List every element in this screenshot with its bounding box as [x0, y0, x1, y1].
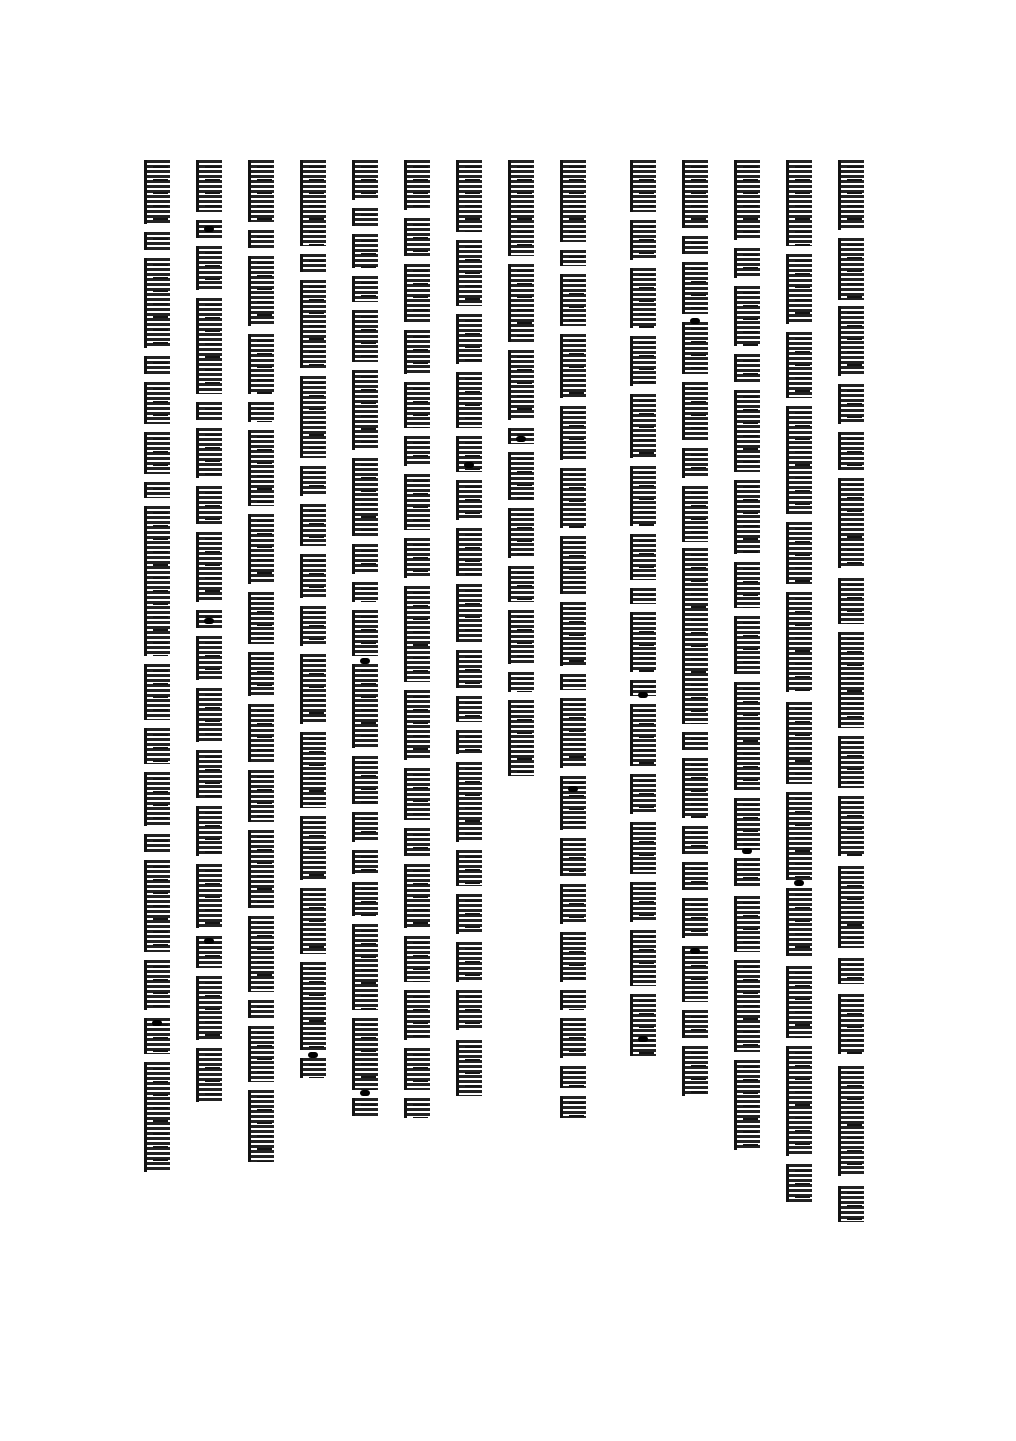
glyph-run [248, 916, 274, 992]
text-column [630, 0, 656, 1441]
glyph-run [248, 334, 274, 394]
glyph-run [456, 372, 482, 428]
glyph-run [248, 1026, 274, 1082]
glyph-run [352, 1018, 378, 1090]
glyph-run [786, 254, 812, 324]
glyph-run [630, 882, 656, 922]
glyph-run [404, 1098, 430, 1118]
glyph-run [196, 688, 222, 742]
glyph-run [838, 160, 864, 230]
glyph-run [196, 298, 222, 394]
glyph-run [630, 994, 656, 1056]
glyph-run [456, 894, 482, 934]
glyph-run [352, 850, 378, 874]
glyph-run [300, 816, 326, 880]
glyph-run [144, 432, 170, 474]
punctuation-mark [204, 938, 214, 944]
glyph-run [560, 536, 586, 594]
glyph-run [144, 664, 170, 720]
glyph-run [144, 960, 170, 1010]
glyph-run [404, 586, 430, 682]
glyph-run [560, 776, 586, 830]
punctuation-mark [690, 318, 700, 324]
glyph-run [734, 858, 760, 886]
glyph-run [682, 448, 708, 478]
glyph-run [300, 606, 326, 646]
glyph-run [300, 962, 326, 1050]
glyph-run [248, 402, 274, 422]
glyph-run [682, 732, 708, 750]
glyph-run [300, 1058, 326, 1078]
glyph-run [630, 612, 656, 672]
glyph-run [734, 480, 760, 554]
glyph-run [682, 946, 708, 1002]
text-column [786, 0, 812, 1441]
glyph-run [456, 990, 482, 1030]
glyph-run [196, 636, 222, 680]
glyph-run [560, 160, 586, 242]
glyph-run [300, 466, 326, 496]
glyph-run [682, 1046, 708, 1096]
glyph-run [682, 160, 708, 228]
glyph-run [838, 238, 864, 300]
glyph-run [508, 610, 534, 664]
punctuation-mark [152, 1020, 162, 1026]
glyph-run [300, 376, 326, 458]
glyph-run [786, 1164, 812, 1202]
glyph-run [404, 768, 430, 820]
glyph-run [786, 1046, 812, 1156]
text-column [508, 0, 534, 1441]
glyph-run [630, 534, 656, 580]
glyph-run [682, 486, 708, 542]
glyph-run [734, 562, 760, 608]
glyph-run [630, 588, 656, 604]
glyph-run [456, 240, 482, 306]
glyph-run [560, 1066, 586, 1088]
punctuation-mark [204, 618, 214, 624]
glyph-run [560, 334, 586, 398]
glyph-run [682, 262, 708, 314]
punctuation-mark [742, 848, 752, 854]
glyph-run [144, 356, 170, 374]
glyph-run [630, 930, 656, 986]
glyph-run [786, 406, 812, 514]
glyph-run [734, 960, 760, 1052]
glyph-run [248, 256, 274, 326]
glyph-run [734, 160, 760, 240]
glyph-run [456, 314, 482, 364]
glyph-run [404, 264, 430, 322]
glyph-run [838, 578, 864, 624]
glyph-run [144, 160, 170, 224]
glyph-run [352, 458, 378, 536]
glyph-run [682, 322, 708, 374]
glyph-run [352, 276, 378, 302]
glyph-run [508, 700, 534, 776]
glyph-run [196, 532, 222, 602]
glyph-run [196, 486, 222, 524]
glyph-run [300, 732, 326, 808]
glyph-run [508, 452, 534, 500]
glyph-run [734, 1060, 760, 1150]
glyph-run [300, 504, 326, 546]
glyph-run [248, 652, 274, 696]
glyph-run [560, 884, 586, 924]
glyph-run [560, 250, 586, 266]
glyph-run [734, 390, 760, 472]
glyph-run [560, 602, 586, 666]
glyph-run [248, 230, 274, 248]
glyph-run [300, 888, 326, 954]
glyph-run [456, 696, 482, 722]
glyph-run [248, 830, 274, 908]
glyph-run [352, 924, 378, 1010]
glyph-run [560, 674, 586, 690]
text-column [248, 0, 274, 1441]
glyph-run [560, 274, 586, 326]
glyph-run [838, 384, 864, 424]
glyph-run [196, 864, 222, 928]
glyph-run [404, 1048, 430, 1090]
glyph-run [786, 702, 812, 784]
punctuation-mark [638, 692, 648, 698]
glyph-run [144, 1062, 170, 1172]
glyph-run [630, 822, 656, 874]
glyph-run [248, 1090, 274, 1162]
glyph-run [196, 160, 222, 212]
glyph-run [248, 430, 274, 506]
glyph-run [196, 976, 222, 1040]
glyph-run [734, 896, 760, 952]
glyph-run [838, 1066, 864, 1176]
text-column [838, 0, 864, 1441]
glyph-run [838, 632, 864, 728]
glyph-run [144, 834, 170, 852]
punctuation-mark [308, 1052, 318, 1058]
glyph-run [560, 406, 586, 460]
punctuation-mark [360, 658, 370, 664]
glyph-run [508, 264, 534, 342]
glyph-run [786, 966, 812, 1038]
glyph-run [144, 772, 170, 826]
glyph-run [300, 654, 326, 724]
text-column [196, 0, 222, 1441]
glyph-run [352, 234, 378, 268]
glyph-run [682, 236, 708, 254]
glyph-run [248, 1000, 274, 1018]
glyph-run [682, 898, 708, 938]
text-column [560, 0, 586, 1441]
glyph-run [838, 1186, 864, 1222]
glyph-run [456, 160, 482, 232]
glyph-run [404, 436, 430, 466]
glyph-run [682, 1010, 708, 1038]
glyph-run [560, 698, 586, 768]
glyph-run [144, 258, 170, 348]
glyph-run [352, 610, 378, 656]
glyph-run [404, 474, 430, 530]
glyph-run [352, 582, 378, 602]
punctuation-mark [568, 786, 578, 792]
glyph-run [734, 798, 760, 850]
punctuation-mark [638, 1036, 648, 1042]
glyph-run [404, 160, 430, 210]
glyph-run [196, 806, 222, 856]
glyph-run [734, 682, 760, 790]
glyph-run [248, 592, 274, 644]
glyph-run [560, 932, 586, 982]
text-column [404, 0, 430, 1441]
glyph-run [456, 850, 482, 886]
glyph-run [786, 888, 812, 956]
glyph-run [352, 208, 378, 226]
glyph-run [196, 750, 222, 798]
glyph-run [300, 554, 326, 598]
glyph-run [248, 770, 274, 822]
glyph-run [404, 828, 430, 856]
glyph-run [404, 690, 430, 760]
glyph-run [352, 882, 378, 916]
glyph-run [196, 428, 222, 478]
punctuation-mark [516, 436, 526, 442]
glyph-run [682, 548, 708, 724]
punctuation-mark [360, 1090, 370, 1096]
glyph-run [734, 354, 760, 382]
glyph-run [456, 584, 482, 642]
glyph-run [144, 728, 170, 764]
glyph-run [352, 160, 378, 200]
punctuation-mark [794, 880, 804, 886]
glyph-run [144, 382, 170, 424]
glyph-run [838, 432, 864, 470]
glyph-run [196, 1048, 222, 1102]
glyph-run [404, 218, 430, 256]
glyph-run [630, 336, 656, 386]
glyph-run [352, 544, 378, 574]
glyph-run [352, 756, 378, 804]
glyph-run [352, 1098, 378, 1116]
glyph-run [404, 538, 430, 578]
glyph-run [734, 248, 760, 278]
glyph-run [300, 160, 326, 246]
glyph-run [508, 160, 534, 256]
glyph-run [838, 306, 864, 376]
glyph-run [786, 160, 812, 246]
glyph-run [630, 704, 656, 766]
glyph-run [630, 774, 656, 814]
glyph-run [560, 990, 586, 1010]
glyph-run [682, 826, 708, 854]
glyph-run [508, 350, 534, 420]
text-column [300, 0, 326, 1441]
glyph-run [560, 1018, 586, 1058]
glyph-run [248, 160, 274, 222]
glyph-run [508, 672, 534, 692]
glyph-run [682, 758, 708, 818]
glyph-run [786, 592, 812, 692]
glyph-run [456, 480, 482, 520]
text-column [734, 0, 760, 1441]
glyph-run [456, 650, 482, 688]
glyph-run [248, 514, 274, 584]
glyph-run [838, 958, 864, 984]
glyph-run [734, 286, 760, 346]
glyph-run [786, 332, 812, 398]
glyph-run [196, 402, 222, 420]
glyph-run [144, 506, 170, 656]
glyph-run [404, 864, 430, 928]
glyph-run [144, 232, 170, 250]
glyph-run [352, 812, 378, 842]
glyph-run [352, 370, 378, 450]
text-column [456, 0, 482, 1441]
glyph-run [456, 730, 482, 754]
punctuation-mark [690, 948, 700, 954]
glyph-run [630, 160, 656, 212]
glyph-run [838, 796, 864, 856]
glyph-run [404, 990, 430, 1040]
glyph-run [508, 566, 534, 602]
glyph-run [248, 704, 274, 762]
glyph-run [838, 994, 864, 1054]
glyph-run [838, 866, 864, 948]
glyph-run [144, 860, 170, 952]
glyph-run [196, 246, 222, 290]
glyph-run [682, 862, 708, 890]
punctuation-mark [464, 462, 474, 468]
glyph-run [786, 792, 812, 880]
glyph-run [560, 1096, 586, 1118]
glyph-run [630, 220, 656, 260]
glyph-run [404, 330, 430, 374]
glyph-run [560, 838, 586, 876]
glyph-run [734, 616, 760, 674]
glyph-run [404, 382, 430, 428]
glyph-run [404, 936, 430, 982]
glyph-run [456, 762, 482, 842]
glyph-run [144, 482, 170, 498]
glyph-run [352, 310, 378, 362]
glyph-run [456, 942, 482, 982]
text-column [144, 0, 170, 1441]
glyph-run [838, 478, 864, 568]
glyph-run [838, 736, 864, 788]
glyph-run [456, 528, 482, 576]
glyph-run [300, 254, 326, 272]
text-column [682, 0, 708, 1441]
glyph-run [630, 268, 656, 328]
text-column [352, 0, 378, 1441]
glyph-run [560, 468, 586, 528]
punctuation-mark [204, 226, 214, 232]
glyph-run [682, 382, 708, 440]
glyph-run [786, 522, 812, 584]
glyph-run [352, 664, 378, 748]
glyph-run [300, 280, 326, 368]
glyph-run [630, 466, 656, 526]
glyph-run [508, 508, 534, 558]
glyph-run [630, 394, 656, 458]
glyph-run [456, 1040, 482, 1096]
